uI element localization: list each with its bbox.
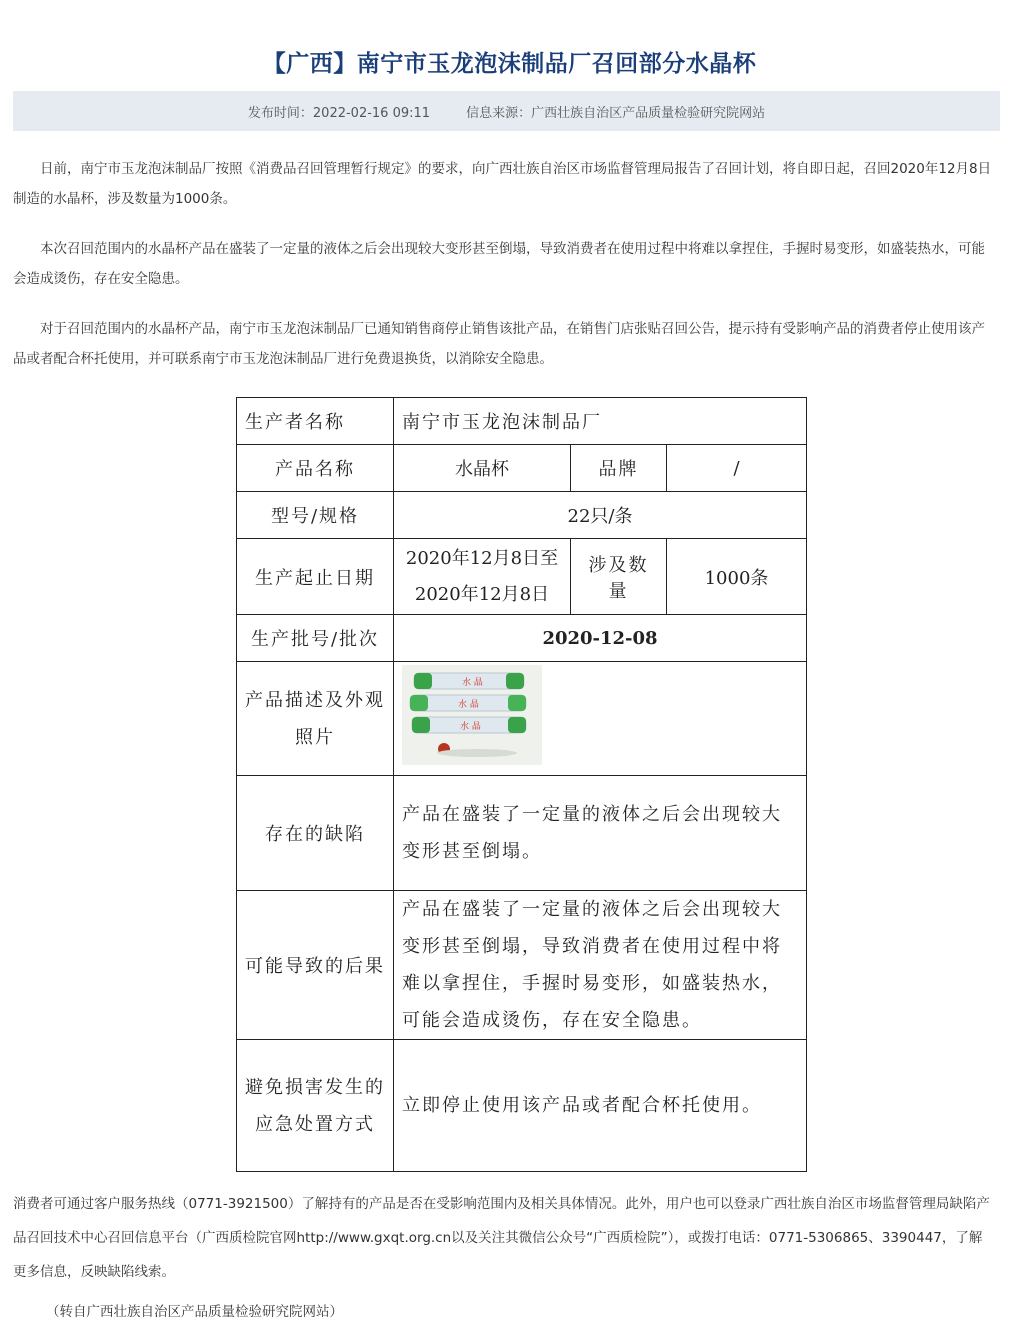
consequence-label: 可能导致的后果: [237, 891, 394, 1040]
batch-value: 2020-12-08: [394, 615, 807, 662]
product-name-label: 产品名称: [237, 445, 394, 492]
article-meta-bar: [13, 91, 1000, 131]
production-date-start: 2020年12月8日至: [405, 547, 559, 569]
production-date-end: 2020年12月8日: [414, 583, 550, 605]
photo-label: 产品描述及外观照片: [237, 662, 394, 776]
producer-label: 生产者名称: [237, 398, 394, 445]
product-name-value: 水晶杯: [394, 445, 571, 492]
consequence-value: 产品在盛装了一定量的液体之后会出现较大变形甚至倒塌，导致消费者在使用过程中将难以拿捏住，手握时易变形，如盛装热水，可能会造成烫伤，存在安全隐患。: [394, 891, 807, 1040]
production-date-value: [394, 539, 571, 615]
crystal-cup-illustration: [402, 665, 542, 765]
producer-value: 南宁市玉龙泡沫制品厂: [394, 398, 807, 445]
publish-time: 发布时间：2022-02-16 09:11: [247, 105, 431, 121]
production-date-label: 生产起止日期: [237, 539, 394, 615]
paragraph-contact: 消费者可通过客户服务热线（0771-3921500）了解持有的产品是否在受影响范围内及相关具体情况。此外，用户也可以登录广西壮族自治区市场监督管理局缺陷产品召回技术中心召回信息平台（广西质检院官网http://www.gxqt.org.cn以及关注其微信公众号“广西质检院”），或拨打电话：0771-5306865、3390447，了解更多信息，反映缺陷线索。: [13, 1196, 990, 1280]
product-photo: [402, 665, 542, 765]
emergency-value: 立即停止使用该产品或者配合杯托使用。: [394, 1040, 807, 1172]
svg-text:水 晶: 水 晶: [458, 700, 479, 710]
brand-label: 品牌: [571, 445, 667, 492]
paragraph-defect: 本次召回范围内的水晶杯产品在盛装了一定量的液体之后会出现较大变形甚至倒塌，导致消费者在使用过程中将难以拿捏住，手握时易变形，如盛装热水，可能会造成烫伤，存在安全隐患。: [13, 241, 985, 287]
quantity-value: 1000条: [667, 539, 807, 615]
source-note: （转自广西壮族自治区产品质量检验研究院网站）: [46, 1304, 343, 1320]
brand-value: /: [667, 445, 807, 492]
model-value: 22只/条: [394, 492, 807, 539]
svg-text:水 晶: 水 晶: [460, 722, 481, 732]
batch-label: 生产批号/批次: [237, 615, 394, 662]
paragraph-measures: 对于召回范围内的水晶杯产品，南宁市玉龙泡沫制品厂已通知销售商停止销售该批产品，在销售门店张贴召回公告，提示持有受影响产品的消费者停止使用该产品或者配合杯托使用，并可联系南宁市玉龙泡沫制品厂进行免费退换货，以消除安全隐患。: [13, 321, 985, 367]
page-title: 【广西】南宁市玉龙泡沫制品厂召回部分水晶杯: [262, 51, 757, 78]
model-label: 型号/规格: [237, 492, 394, 539]
svg-text:水 晶: 水 晶: [462, 678, 483, 688]
emergency-label: 避免损害发生的应急处置方式: [237, 1040, 394, 1172]
paragraph-intro: 日前，南宁市玉龙泡沫制品厂按照《消费品召回管理暂行规定》的要求，向广西壮族自治区市场监督管理局报告了召回计划，将自即日起，召回2020年12月8日制造的水晶杯，涉及数量为1000条。: [13, 161, 992, 207]
quantity-label: 涉及数量: [571, 539, 667, 615]
info-source: 信息来源：广西壮族自治区产品质量检验研究院网站: [466, 105, 766, 121]
defect-value: 产品在盛装了一定量的液体之后会出现较大变形甚至倒塌。: [394, 776, 807, 891]
defect-label: 存在的缺陷: [237, 776, 394, 891]
product-photo-cell: [394, 662, 807, 776]
recall-info-table: [236, 397, 807, 1172]
